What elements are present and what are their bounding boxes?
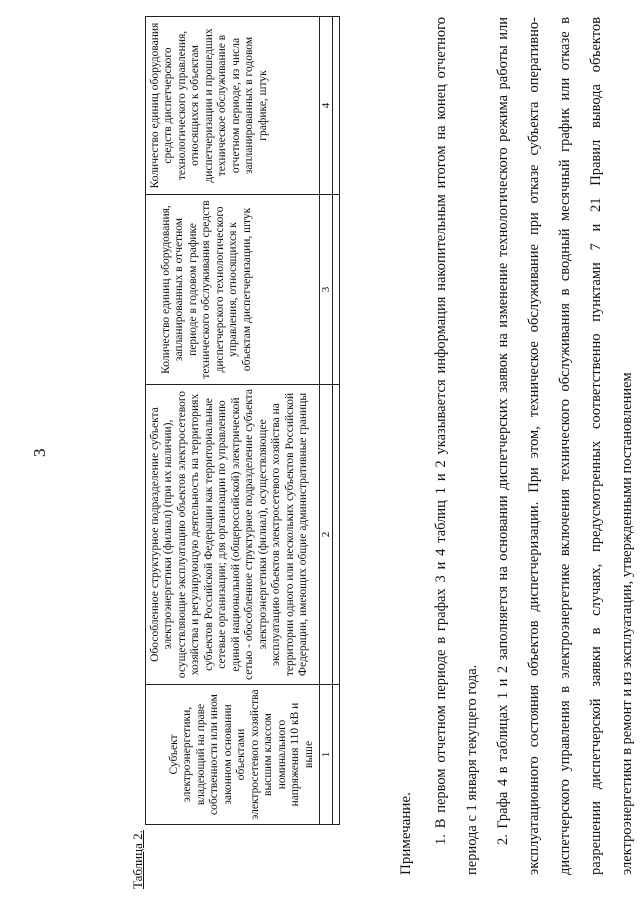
note-item: 2. Графа 4 в таблицах 1 и 2 заполняется на основании диспетчерских заявок на изменение технологического режима работы или эксплуатационного состояния объектов диспетчеризации. При этом, техническое обслуживание при отказе субъекта оперативно-диспетчерского управления в электроэнергетике включения технического обслуживания в сводный месячный график или отказе в разрешении диспетчерской заявки в случаях, предусмотренных соответственно пунктами 7 и 21 Правил вывода объектов электроэнергетики в ремонт и из эксплуатации, утвержденными постановлением	[495, 17, 635, 875]
table-header-cell: Количество единиц оборудования, запланированных в отчетном периоде в годовом графике технического обслуживания средств диспетчерского технологического управления, относящихся к объектам диспетчеризации, штук	[146, 195, 320, 385]
column-number: 3	[319, 195, 332, 385]
table-cell	[332, 385, 339, 685]
notes-title: Примечание.	[398, 792, 414, 875]
table-cell	[332, 685, 339, 825]
report-table	[145, 16, 340, 825]
page-number: 3	[30, 448, 49, 457]
table-caption: Таблица 2.	[130, 830, 145, 889]
column-number: 1	[319, 685, 332, 825]
table-header-cell: Обособленное структурное подразделение субъекта электроэнергетики (филиал) (при их наличии), осуществляющие эксплуатацию объектов электросетевого хозяйства и регулирующую деятельность на территориях субъектов Российской Федерации как территориальные сетевые организации; для организации по управлению единой национальной (общероссийской) электрической сетью - обособленное структурное подразделение субъекта электроэнергетики (филиал), осуществляющее эксплуатацию объектов электросетевого хозяйства на территории одного или нескольких субъектов Российской Федерации, имеющих общие административные границы	[146, 385, 320, 685]
table-cell	[332, 195, 339, 385]
column-number: 2	[319, 385, 332, 685]
column-number: 4	[319, 17, 332, 195]
table-header-cell: Субъект электроэнергетики, владеющий на праве собственности или ином законном основании объектами электросетевого хозяйства высшим классом номинального напряжения 110 кВ и выше	[146, 685, 320, 825]
table-row	[332, 17, 339, 825]
note-item: 1. В первом отчетном периоде в графах 3 и 4 таблиц 1 и 2 указывается информация накопительным итогом на конец отчетного периода с 1 января текущего года.	[433, 17, 480, 875]
table-cell	[332, 17, 339, 195]
table-header-cell: Количество единиц оборудования средств диспетчерского технологического управления, относящихся к объектам диспетчеризации и прошедших техническое обслуживание в отчетном периоде, из числа запланированных в годовом графике, штук	[146, 17, 320, 195]
table-header-row	[146, 17, 320, 825]
column-number-row	[319, 17, 332, 825]
